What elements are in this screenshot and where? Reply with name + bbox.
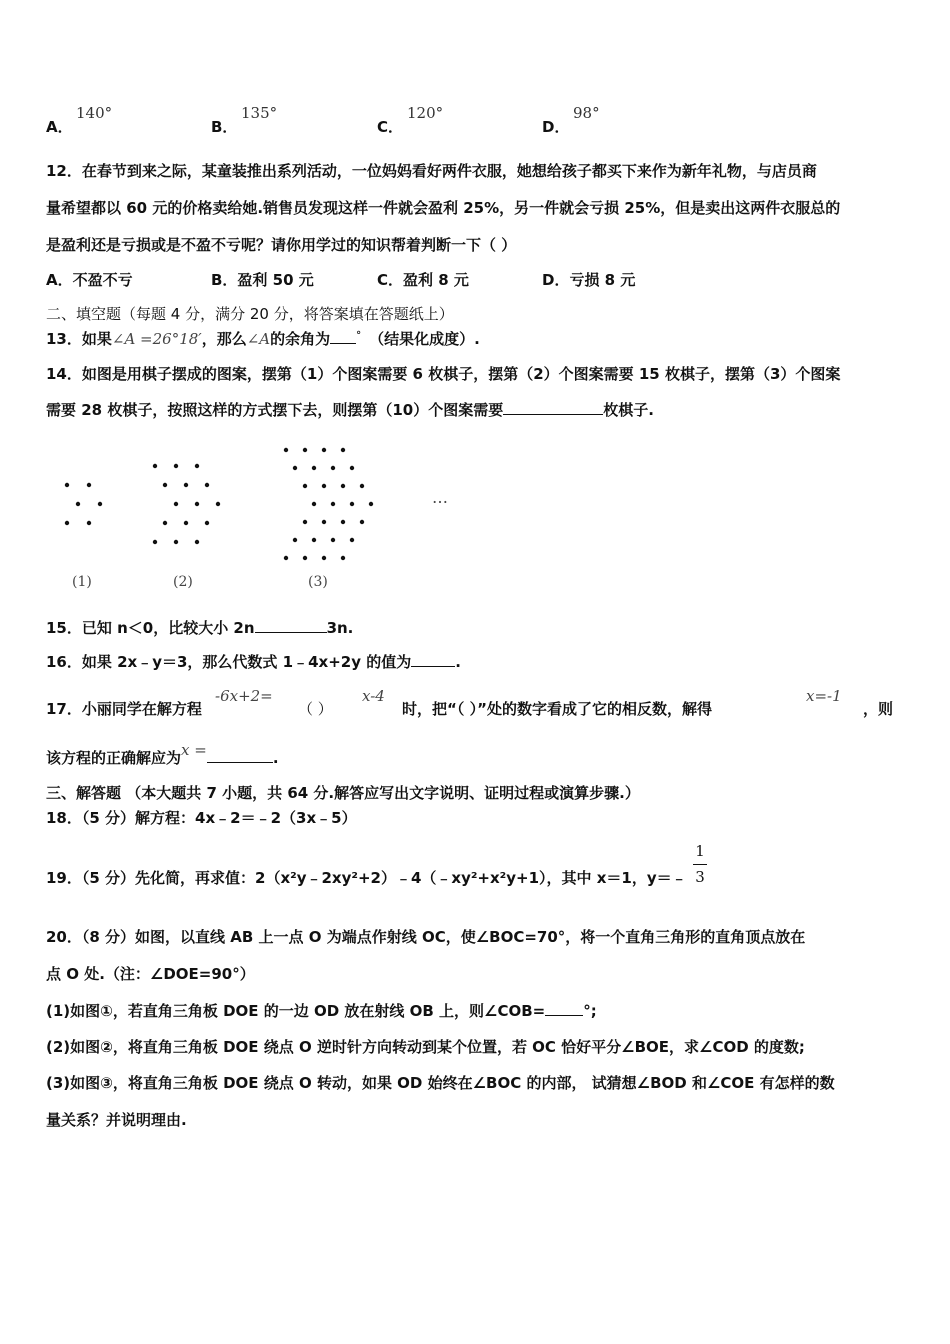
q17-prefix: 17．小丽同学在解方程 bbox=[46, 700, 202, 718]
q13-middle: ，那么 bbox=[201, 330, 247, 348]
section2-header: 二、填空题（每题 4 分，满分 20 分，将答案填在答题纸上） bbox=[46, 305, 454, 323]
chess-piece bbox=[350, 538, 354, 542]
chess-piece bbox=[341, 484, 345, 488]
chess-piece bbox=[174, 540, 178, 544]
q20-answer-blank[interactable] bbox=[545, 1001, 583, 1016]
chess-piece bbox=[205, 483, 209, 487]
q17-eq-left: -6x+2= bbox=[215, 687, 273, 705]
chess-piece bbox=[350, 502, 354, 506]
q14-line1: 14．如图是用棋子摆成的图案，摆第（1）个图案需要 6 枚棋子，摆第（2）个图案需要 15 枚棋子，摆第（3）个图案 bbox=[46, 365, 841, 383]
chess-piece bbox=[65, 521, 69, 525]
chess-piece bbox=[322, 484, 326, 488]
q11-option-d-value: 98° bbox=[573, 104, 600, 122]
q20-line3 bbox=[46, 1001, 597, 1021]
q15-suffix: 3n. bbox=[326, 619, 354, 637]
q12-option-c: C．盈利 8 元 bbox=[377, 271, 469, 289]
chess-piece bbox=[195, 464, 199, 468]
q12-line2: 量希望都以 60 元的价格卖给她.销售员发现这样一件就会盈利 25%，另一件就会亏损 25%，但是卖出这两件衣服总的 bbox=[46, 199, 841, 217]
pattern-3 bbox=[284, 448, 373, 560]
q12-line3: 是盈利还是亏损或是不盈不亏呢？请你用学过的知识帮着判断一下（ ） bbox=[46, 236, 517, 254]
q13-answer-blank[interactable] bbox=[330, 329, 356, 344]
q16-answer-blank[interactable] bbox=[411, 652, 455, 667]
q11-option-b-value: 135° bbox=[241, 104, 278, 122]
chess-piece bbox=[153, 540, 157, 544]
q13-end: （结果化成度）. bbox=[369, 330, 480, 348]
q20-line4: (2)如图②，将直角三角板 DOE 绕点 O 逆时针方向转动到某个位置，若 OC 恰好平分∠BOE，求∠COD 的度数; bbox=[46, 1038, 805, 1056]
q14-figure-label-2: (2) bbox=[173, 574, 193, 590]
q19-fraction-bar bbox=[693, 864, 707, 865]
chess-piece bbox=[195, 540, 199, 544]
q20-line1: 20．（8 分）如图，以直线 AB 上一点 O 为端点作射线 OC，使∠BOC=70°，将一个直角三角形的直角顶点放在 bbox=[46, 928, 806, 946]
q18: 18．（5 分）解方程：4x﹣2＝﹣2（3x﹣5） bbox=[46, 809, 357, 827]
chess-piece bbox=[205, 521, 209, 525]
q16-suffix: . bbox=[455, 653, 461, 671]
chess-piece bbox=[303, 556, 307, 560]
q11-option-c-value: 120° bbox=[407, 104, 444, 122]
chess-piece bbox=[174, 502, 178, 506]
q12-option-a: A．不盈不亏 bbox=[46, 271, 133, 289]
q14-figure-label-3: (3) bbox=[308, 574, 328, 590]
chess-piece bbox=[312, 538, 316, 542]
q17-line2-prefix: 该方程的正确解应为 bbox=[46, 749, 182, 767]
q19-fraction-denominator: 3 bbox=[695, 868, 705, 886]
q20-line3-suffix: °; bbox=[583, 1002, 597, 1020]
q17-mid: 时，把“（ ）”处的数字看成了它的相反数，解得 bbox=[402, 700, 712, 718]
q17-paren: （ ） bbox=[298, 700, 333, 718]
q13-prefix: 13．如果 bbox=[46, 330, 112, 348]
chess-piece bbox=[65, 483, 69, 487]
q20-line3-prefix: (1)如图①，若直角三角板 DOE 的一边 OD 放在射线 OB 上，则∠COB= bbox=[46, 1002, 546, 1020]
chess-piece bbox=[322, 448, 326, 452]
q19-fraction-numerator: 1 bbox=[695, 842, 705, 860]
chess-piece bbox=[87, 483, 91, 487]
chess-piece bbox=[312, 466, 316, 470]
chess-piece bbox=[184, 483, 188, 487]
chess-piece bbox=[163, 483, 167, 487]
q11-option-d-letter: D． bbox=[542, 118, 570, 136]
chess-piece bbox=[87, 521, 91, 525]
q11-option-a-value: 140° bbox=[76, 104, 113, 122]
q15-answer-blank[interactable] bbox=[255, 618, 327, 633]
q11-option-c-letter: C． bbox=[377, 118, 404, 136]
q17-line2-suffix: . bbox=[272, 749, 279, 767]
chess-piece bbox=[153, 464, 157, 468]
q20-line2: 点 O 处.（注：∠DOE=90°） bbox=[46, 965, 255, 983]
q20-line5: (3)如图③，将直角三角板 DOE 绕点 O 转动，如果 OD 始终在∠BOC 的内部， 试猜想∠BOD 和∠COE 有怎样的数 bbox=[46, 1074, 835, 1092]
pattern-2 bbox=[153, 464, 220, 544]
q16 bbox=[46, 652, 461, 672]
q12-option-b: B．盈利 50 元 bbox=[211, 271, 314, 289]
chess-piece bbox=[322, 556, 326, 560]
section3-header: 三、解答题 （本大题共 7 小题，共 64 分.解答应写出文字说明、证明过程或演算步骤.） bbox=[46, 784, 640, 802]
q14-answer-blank[interactable] bbox=[503, 400, 603, 415]
q13-suffix: 的余角为 bbox=[270, 330, 331, 348]
q13-angle-sym: ∠A bbox=[246, 330, 271, 348]
chess-piece bbox=[284, 556, 288, 560]
q14-line2-prefix: 需要 28 枚棋子，按照这样的方式摆下去，则摆第（10）个图案需要 bbox=[46, 401, 504, 419]
chess-piece bbox=[331, 466, 335, 470]
chess-piece bbox=[360, 520, 364, 524]
q13 bbox=[46, 329, 480, 352]
q14-figure bbox=[40, 440, 480, 570]
chess-piece bbox=[303, 484, 307, 488]
chess-piece bbox=[76, 502, 80, 506]
chess-piece bbox=[98, 502, 102, 506]
pattern-1 bbox=[65, 483, 102, 525]
chess-piece bbox=[284, 448, 288, 452]
chess-piece bbox=[369, 502, 373, 506]
chess-piece bbox=[331, 538, 335, 542]
chess-piece bbox=[312, 502, 316, 506]
q14-line2 bbox=[46, 400, 654, 420]
chess-piece bbox=[303, 520, 307, 524]
chess-piece bbox=[341, 556, 345, 560]
chess-piece bbox=[350, 466, 354, 470]
chess-piece bbox=[341, 520, 345, 524]
q13-angle-expr: ∠A =26°18′ bbox=[111, 330, 202, 348]
q11-option-a-letter: A． bbox=[46, 118, 73, 136]
chess-piece bbox=[360, 484, 364, 488]
q17-line2 bbox=[46, 741, 279, 768]
q12-option-d: D．亏损 8 元 bbox=[542, 271, 636, 289]
q14-figure-label-1: (1) bbox=[72, 574, 92, 590]
chess-piece bbox=[163, 521, 167, 525]
q12-line1: 12．在春节到来之际，某童装推出系列活动，一位妈妈看好两件衣服，她想给孩子都买下来作为新年礼物，与店员商 bbox=[46, 162, 817, 180]
q17-answer-blank[interactable] bbox=[207, 748, 273, 763]
chess-piece bbox=[293, 466, 297, 470]
q16-prefix: 16．如果 2x﹣y＝3，那么代数式 1﹣4x+2y 的值为 bbox=[46, 653, 412, 671]
chess-piece bbox=[331, 502, 335, 506]
q17-eq-right: x-4 bbox=[362, 687, 385, 705]
chess-piece bbox=[184, 521, 188, 525]
chess-piece bbox=[341, 448, 345, 452]
chess-piece bbox=[216, 502, 220, 506]
q13-degree: ° bbox=[356, 330, 362, 341]
q14-line2-suffix: 枚棋子. bbox=[603, 401, 654, 419]
chess-piece bbox=[293, 538, 297, 542]
q14-figure-ellipsis: … bbox=[432, 488, 448, 507]
chess-piece bbox=[303, 448, 307, 452]
q17-end: ，则 bbox=[863, 700, 894, 718]
q15 bbox=[46, 618, 353, 638]
q19-text: 19．（5 分）先化简，再求值：2（x²y﹣2xy²+2）﹣4（﹣xy²+x²y+1），其中 x＝1，y＝﹣ bbox=[46, 869, 687, 887]
chess-piece bbox=[174, 464, 178, 468]
q20-line6: 量关系？并说明理由. bbox=[46, 1111, 187, 1129]
q15-prefix: 15．已知 n＜0，比较大小 2n bbox=[46, 619, 255, 637]
q17-solution: x=-1 bbox=[806, 687, 842, 705]
q11-option-b-letter: B． bbox=[211, 118, 238, 136]
chess-piece bbox=[195, 502, 199, 506]
chess-piece bbox=[322, 520, 326, 524]
q17-x-eq: x = bbox=[181, 741, 207, 759]
